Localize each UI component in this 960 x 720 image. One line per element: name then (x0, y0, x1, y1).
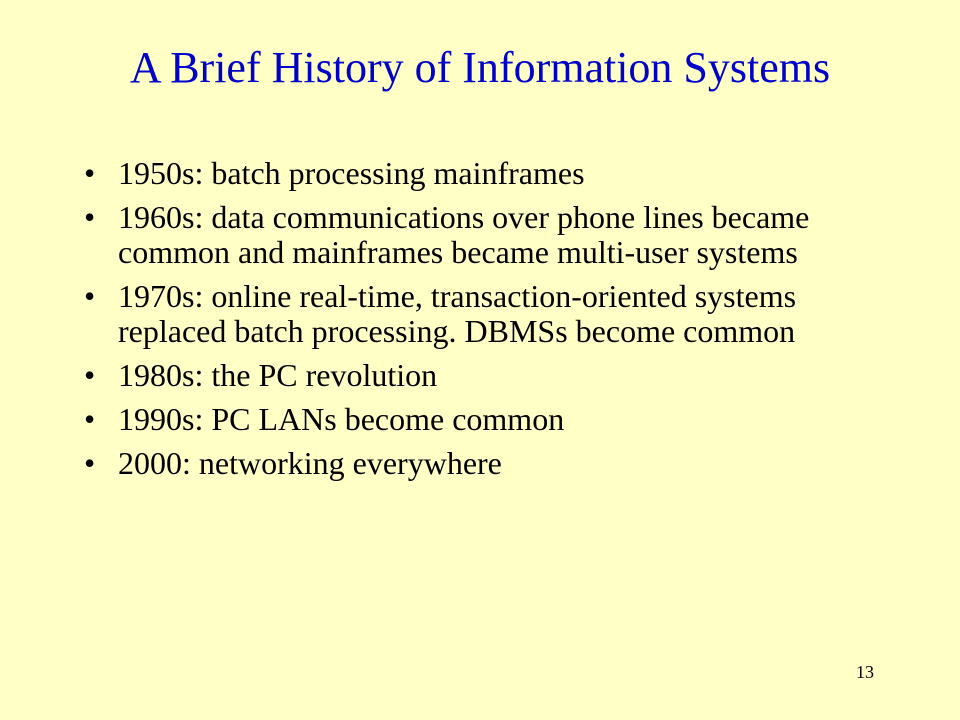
bullet-text: 1950s: batch processing mainframes (118, 155, 585, 191)
bullet-icon: • (84, 278, 96, 314)
bullet-text: 1990s: PC LANs become common (118, 401, 565, 437)
bullet-icon: • (84, 445, 96, 481)
bullet-text: 1980s: the PC revolution (118, 357, 438, 393)
bullet-list (84, 156, 844, 490)
bullet-item-1970s (84, 279, 844, 349)
bullet-icon: • (84, 401, 96, 437)
page-number: 13 (856, 662, 874, 682)
bullet-item-1960s (84, 200, 844, 270)
bullet-icon: • (84, 155, 96, 191)
bullet-text: 1960s: data communications over phone lines became common and mainframes became multi-user systems (118, 199, 810, 270)
bullet-icon: • (84, 357, 96, 393)
bullet-icon: • (84, 199, 96, 235)
slide-title: A Brief History of Information Systems (129, 43, 831, 92)
bullet-item-1990s (84, 402, 844, 437)
bullet-text: 2000: networking everywhere (118, 445, 502, 481)
bullet-text: 1970s: online real-time, transaction-oriented systems replaced batch processing. DBMSs become common (118, 278, 797, 349)
bullet-item-1980s (84, 358, 844, 393)
bullet-item-1950s (84, 156, 844, 191)
bullet-item-2000 (84, 446, 844, 481)
